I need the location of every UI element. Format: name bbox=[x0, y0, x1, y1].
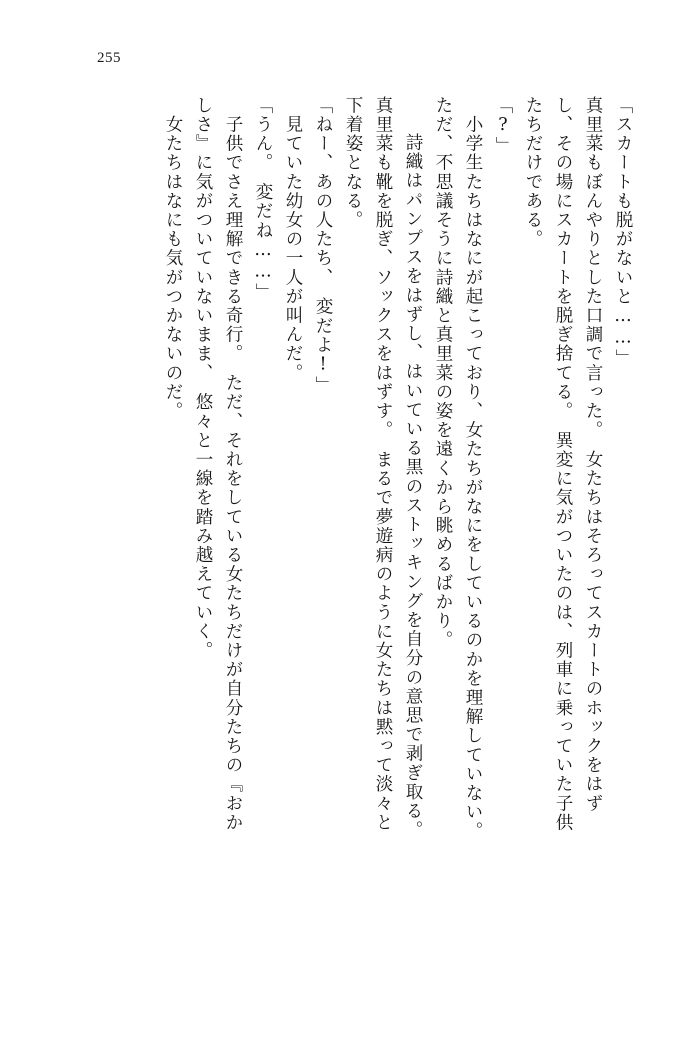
text-column: 真里菜もぼんやりとした口調で言った。 女たちはそろってスカートのホックをはず bbox=[583, 96, 603, 814]
text-column: しさ』に気がついていないまま、 悠々と一線を踏み越えていく。 bbox=[193, 96, 213, 661]
text-column: 真里菜も靴を脱ぎ、ソックスをはずす。 まるで夢遊病のように女たちは黙って淡々と bbox=[373, 96, 393, 833]
text-column: し、その場にスカートを脱ぎ捨てる。 異変に気がついたのは、列車に乗っていた子供 bbox=[553, 96, 573, 833]
text-column: 小学生たちはなにが起こっており、女たちがなにをしているのかを理解していない。 bbox=[463, 96, 483, 841]
text-column: 詩織はパンプスをはずし、はいている黒のストッキングを自分の意思で剥ぎ取る。 bbox=[403, 114, 423, 840]
text-column: たちだけである。 bbox=[523, 96, 543, 249]
vertical-text-block bbox=[60, 96, 631, 936]
text-column: 「?」 bbox=[493, 96, 513, 156]
page-number: 255 bbox=[97, 50, 121, 66]
text-column: 女たちはなにも気がつかないのだ。 bbox=[163, 96, 183, 421]
text-column: 「スカートも脱がないと……」 bbox=[613, 96, 633, 369]
text-column: ただ、不思議そうに詩織と真里菜の姿を遠くから眺めるばかり。 bbox=[433, 96, 453, 650]
text-column: 見ていた幼女の一人が叫んだ。 bbox=[283, 96, 303, 383]
text-column: 「うん。 変だね……」 bbox=[253, 96, 273, 303]
text-column: 「ねー、あの人たち、 変だよ!」 bbox=[313, 96, 333, 396]
text-column: 下着姿となる。 bbox=[343, 96, 363, 230]
text-column: 子供でさえ理解できる奇行。 ただ、それをしている女たちだけが自分たちの『おか bbox=[223, 96, 243, 833]
